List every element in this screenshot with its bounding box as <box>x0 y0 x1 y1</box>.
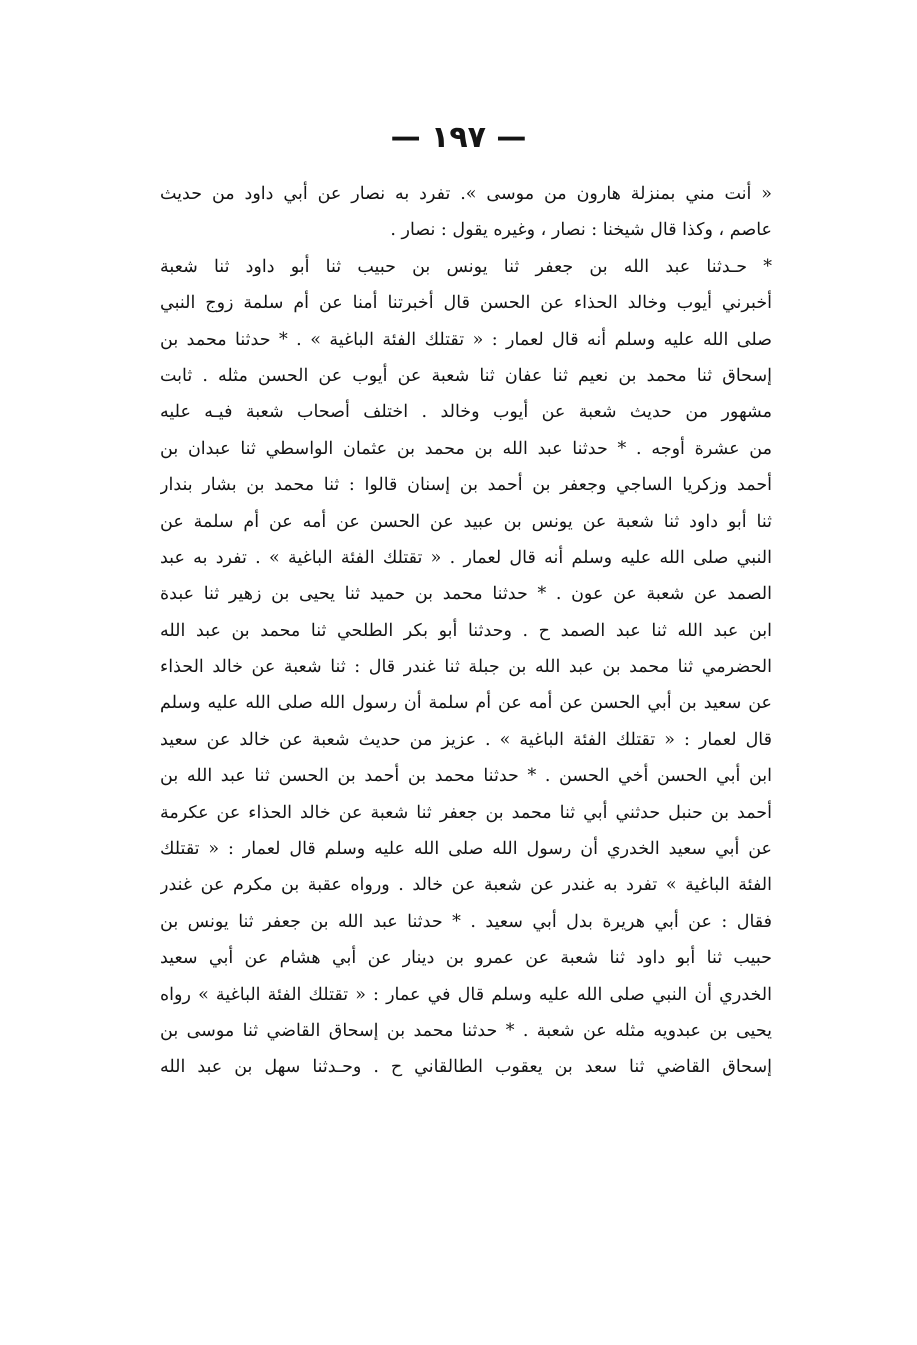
text-line: أحمد بن حنبل حدثني أبي ثنا محمد بن جعفر ثنا شعبة عن خالد الحذاء عن عكرمة <box>160 802 772 823</box>
text-line: أحمد وزكريا الساجي وجعفر بن أحمد بن إسنان قالوا : ثنا محمد بن بشار بندار <box>160 475 772 496</box>
text-line: إسحاق القاضي ثنا سعد بن يعقوب الطالقاني ح . وحـدثنا سهل بن عبد الله <box>160 1057 772 1078</box>
text-line: * حـدثنا عبد الله بن جعفر ثنا يونس بن حبيب ثنا أبو داود ثنا شعبة <box>160 256 772 277</box>
text-line: قال لعمار : « تقتلك الفئة الباغية » . عزيز من حديث شعبة عن خالد عن سعيد <box>160 729 772 750</box>
text-line: حبيب ثنا أبو داود ثنا شعبة عن عمرو بن دينار عن أبي هشام عن أبي سعيد <box>160 948 772 969</box>
text-line: ابن أبي الحسن أخي الحسن . * حدثنا محمد بن أحمد بن الحسن ثنا عبد الله بن <box>160 766 772 787</box>
text-line: من عشرة أوجه . * حدثنا عبد الله بن محمد بن عثمان الواسطي ثنا عبدان بن <box>160 438 772 459</box>
text-line: عاصم ، وكذا قال شيخنا : نصار ، وغيره يقول : نصار . <box>390 220 772 241</box>
text-line: « أنت مني بمنزلة هارون من موسى ». تفرد به نصار عن أبي داود من حديث <box>160 184 772 204</box>
text-line: الفئة الباغية » تفرد به غندر عن شعبة عن خالد . ورواه عقبة بن مكرم عن غندر <box>160 875 772 896</box>
text-line: ثنا أبو داود ثنا شعبة عن يونس بن عبيد عن الحسن عن أمه عن أم سلمة عن <box>160 511 772 532</box>
text-line: إسحاق ثنا محمد بن نعيم ثنا عفان ثنا شعبة عن أيوب عن الحسن مثله . ثابت <box>160 365 772 386</box>
text-line: يحيى بن عبدويه مثله عن شعبة . * حدثنا محمد بن إسحاق القاضي ثنا موسى بن <box>160 1020 772 1041</box>
text-line: النبي صلى الله عليه وسلم أنه قال لعمار . « تقتلك الفئة الباغية » . تفرد به عبد <box>160 547 772 568</box>
page-number: — ١٩٧ — <box>390 120 527 155</box>
text-line: الصمد عن شعبة عن عون . * حدثنا محمد بن حميد ثنا يحيى بن زهير ثنا عبدة <box>160 584 772 605</box>
text-line: الخدري أن النبي صلى الله عليه وسلم قال في عمار : « تقتلك الفئة الباغية » رواه <box>160 984 772 1005</box>
text-line: صلى الله عليه وسلم أنه قال لعمار : « تقتلك الفئة الباغية » . * حدثنا محمد بن <box>160 329 772 350</box>
text-body <box>160 176 772 1086</box>
text-line: الحضرمي ثنا محمد بن عبد الله بن جبلة ثنا غندر قال : ثنا شعبة عن خالد الحذاء <box>160 657 772 678</box>
text-line: ابن عبد الله ثنا عبد الصمد ح . وحدثنا أبو بكر الطلحي ثنا محمد بن عبد الله <box>160 620 772 641</box>
text-line: مشهور من حديث شعبة عن أيوب وخالد . اختلف أصحاب شعبة فيـه عليه <box>160 402 772 423</box>
text-line: عن أبي سعيد الخدري أن رسول الله صلى الله عليه وسلم قال لعمار : « تقتلك <box>160 839 772 860</box>
text-line: عن سعيد بن أبي الحسن عن أمه عن أم سلمة أن رسول الله صلى الله عليه وسلم <box>160 693 772 714</box>
text-line: فقال : عن أبي هريرة بدل أبي سعيد . * حدثنا عبد الله بن جعفر ثنا يونس بن <box>160 911 772 932</box>
text-line: أخبرني أيوب وخالد الحذاء عن الحسن قال أخبرتنا أمنا عن أم سلمة زوج النبي <box>160 293 772 314</box>
